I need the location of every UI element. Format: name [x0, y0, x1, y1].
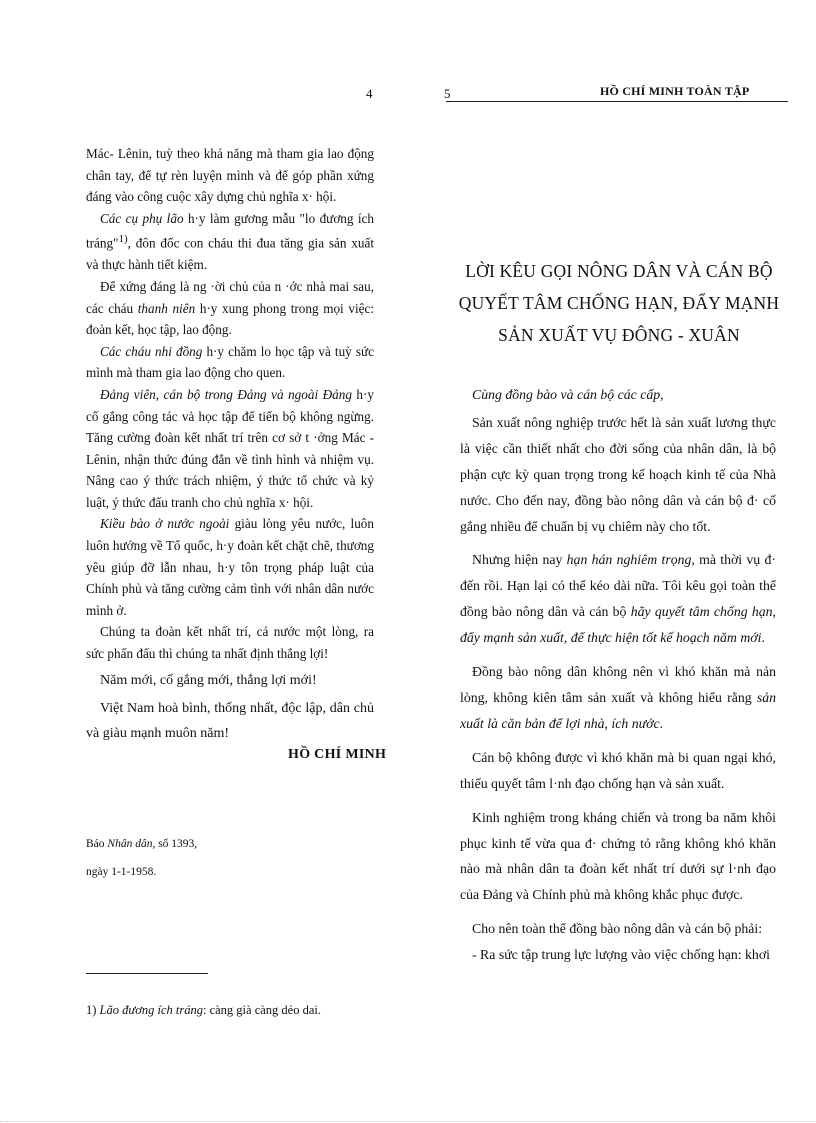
paragraph-drought: Nhưng hiện nay hạn hán nghiêm trọng, mà thời vụ đ· đến rồi. Hạn lại có thể kéo dài nữa. Tôi kêu gọi toàn thể đồng bào nông dân và cán bộ hãy quyết tâm chống hạn, đẩy mạnh sản xuất, để thực hiện tốt kế hoạch năm mới.	[460, 552, 777, 646]
footnote-marker[interactable]: 1)	[118, 233, 128, 246]
paragraph-elders: Các cụ phụ lão h·y làm gương mẫu "lo đương ích tráng"$^{1)}$, đôn đốc con cháu thi đua tăng gia sản xuất và thực hành tiết kiệm.	[86, 210, 374, 273]
page-number-right: 5	[444, 86, 451, 101]
page-number-left: 4	[366, 86, 373, 101]
footnote-divider	[86, 973, 208, 974]
list-item: - Ra sức tập trung lực lượng vào việc chống hạn: khơi	[472, 947, 770, 963]
source-date: ngày 1-1-1958.	[86, 866, 157, 878]
footnote: 1) Lão đương ích tráng: càng già càng dẻo dai.	[86, 1003, 321, 1017]
title-line: QUYẾT TÂM CHỐNG HẠN, ĐẨY MẠNH	[458, 293, 780, 313]
paragraph-cadres: Cán bộ không được vì khó khăn mà bi quan ngại khó, thiếu quyết tâm l·nh đạo chống hạn và sản xuất.	[460, 749, 776, 791]
paragraph-agriculture: Sản xuất nông nghiệp trước hết là sản xuất lương thực là việc cần thiết nhất cho đời sống của nhân dân, là bộ phận cực kỳ quan trọng trong kế hoạch kinh tế của Nhà nước. Cho đến nay, đồng bào nông dân và cán bộ đ· cố gắng nhiều để chuẩn bị vụ chiêm này cho tốt.	[460, 414, 776, 534]
right-body-text	[460, 382, 776, 968]
header-divider	[446, 101, 788, 102]
paragraph-experience: Kinh nghiệm trong kháng chiến và trong ba năm khôi phục kinh tế vừa qua đ· chứng tỏ rằng không khó khăn nào mà nhân dân ta đoàn kết nhất trí dưới sự l·nh đạo của Đảng và Chính phủ mà không khắc phục được.	[460, 809, 776, 903]
salutation: Cùng đồng bào và cán bộ các cấp,	[472, 387, 664, 402]
paragraph-youth: Để xứng đáng là ng ·ời chủ của n ·ớc nhà mai sau, các cháu thanh niên h·y xung phong trong mọi việc: đoàn kết, học tập, lao động.	[86, 278, 374, 338]
left-body-text	[86, 143, 374, 746]
paragraph-farmers: Đồng bào nông dân không nên vì khó khăn mà nản lòng, không kiên tâm sản xuất và không hiểu rằng sản xuất là căn bản để lợi nhà, ích nước.	[460, 664, 776, 731]
paragraph-overseas: Kiều bào ở nước ngoài giàu lòng yêu nước, luôn luôn hướng về Tổ quốc, h·y đoàn kết chặt chẽ, thương yêu giúp đỡ lẫn nhau, h·y tôn trọng pháp luật của Chính phủ và tăng cường cảm tình với nhân dân nước mình ở.	[86, 516, 374, 618]
running-title: HỒ CHÍ MINH TOÀN TẬP	[600, 84, 750, 98]
paragraph-children: Các cháu nhi đồng h·y chăm lo học tập và tuỳ sức mình mà tham gia lao động cho quen.	[86, 343, 374, 381]
paragraph-continuation: Mác- Lênin, tuỳ theo khả năng mà tham gia lao động chân tay, để tự rèn luyện mình và để góp phần xứng đáng vào công cuộc xây dựng chủ nghĩa x· hội.	[86, 146, 374, 205]
bottom-border	[0, 1121, 816, 1122]
paragraph-new-year: Năm mới, cố gắng mới, thắng lợi mới!	[100, 672, 317, 688]
title-line: SẢN XUẤT VỤ ĐÔNG - XUÂN	[498, 325, 740, 345]
signature: HỒ CHÍ MINH	[288, 747, 387, 762]
source-line: Báo Nhân dân, số 1393,	[86, 838, 198, 850]
paragraph-long-live: Việt Nam hoà bình, thống nhất, độc lập, dân chủ và giàu mạnh muôn năm!	[86, 700, 374, 741]
right-page	[408, 0, 816, 1123]
article-title	[446, 255, 792, 351]
paragraph-unity: Chúng ta đoàn kết nhất trí, cả nước một lòng, ra sức phấn đấu thì chúng ta nhất định thắng lợi!	[86, 624, 374, 662]
paragraph-therefore: Cho nên toàn thể đồng bào nông dân và cán bộ phải:	[472, 921, 763, 937]
paragraph-party-members: Đảng viên, cán bộ trong Đảng và ngoài Đảng h·y cố gắng công tác và học tập để tiến bộ không ngừng. Tăng cường đoàn kết nhất trí trên cơ sở t ·ởng Mác - Lênin, nhận thức đúng đắn về tình hình và nhiệm vụ. Nâng cao ý thức trách nhiệm, ý thức tổ chức và kỷ luật, ý thức đấu tranh cho chủ nghĩa x· hội.	[86, 386, 374, 510]
title-line: LỜI KÊU GỌI NÔNG DÂN VÀ CÁN BỘ	[465, 261, 773, 281]
